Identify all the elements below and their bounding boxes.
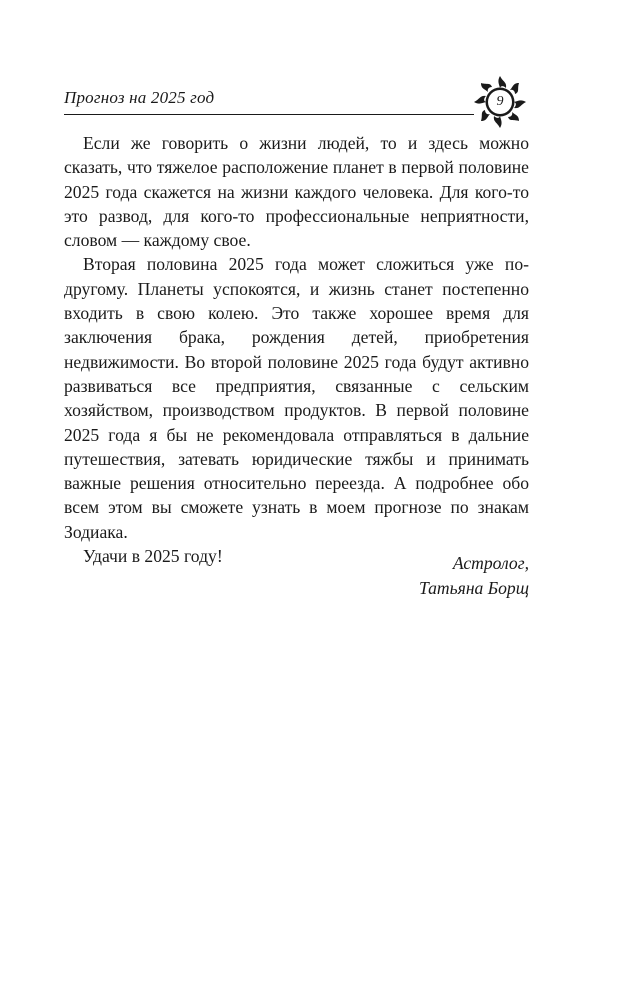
signature-name: Татьяна Борщ (418, 577, 529, 598)
page-number: 9 (496, 94, 504, 109)
running-header-title: Прогноз на 2025 год (64, 88, 215, 107)
running-header (64, 86, 534, 116)
paragraph: Если же говорить о жизни людей, то и здесь можно сказать, что тяжелое расположение планет в первой половине 2025 года скажется на жизни каждого человека. Для кого-то это развод, для кого-то профессиональные неприятности, словом — каждому свое. (64, 133, 529, 251)
header-rule (64, 114, 474, 115)
paragraph: Вторая половина 2025 года может сложиться уже по-другому. Планеты успокоятся, и жизнь станет постепенно входить в свою колею. Это также хорошее время для заключения брака, рождения детей, приобретения недвижимости. Во второй половине 2025 года будут активно развиваться все предприятия, связанные с сельским хозяйством, производством продуктов. В первой половине 2025 года я бы не рекомендовала отправляться в дальние путешествия, затевать юридические тяжбы и принимать важные решения относительно переезда. А подробнее обо всем этом вы сможете узнать в моем прогнозе по знакам Зодиака. (64, 254, 529, 542)
body-text (64, 131, 529, 568)
closing-wish: Удачи в 2025 году! (83, 546, 223, 567)
signature (419, 551, 529, 600)
signature-role: Астролог, (452, 553, 529, 573)
